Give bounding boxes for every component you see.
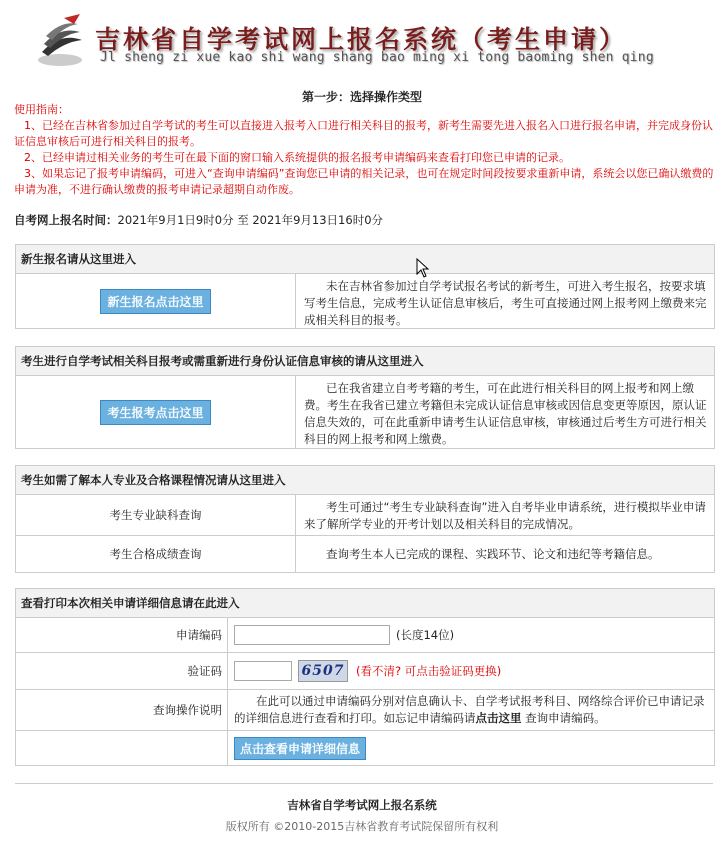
mouse-cursor-icon	[416, 258, 430, 278]
page-header	[0, 0, 724, 78]
info-query-section	[15, 465, 715, 573]
captcha-image[interactable]: 6507	[298, 660, 348, 682]
guide-item-3: 3、如果忘记了报考申请编码，可进入“查询申请编码”查询您已申请的相关记录，也可在规定时间段按要求重新申请，系统会以您已确认缴费的申请为准，不进行确认缴费的报考申请记录超期自动作废。	[14, 167, 714, 196]
passed-score-query-link[interactable]: 考生合格成绩查询	[109, 547, 202, 561]
footer-copyright: 版权所有 ©2010-2015吉林省教育考试院保留所有权利	[225, 820, 499, 833]
major-missing-query-row	[16, 495, 714, 536]
passed-score-query-description: 查询考生本人已完成的课程、实践环节、论文和违纪等考籍信息。	[326, 546, 660, 561]
captcha-input[interactable]	[234, 661, 292, 681]
new-registration-button[interactable]: 新生报名点击这里	[100, 289, 210, 314]
new-student-section	[15, 244, 715, 329]
registration-time-value: 2021年9月1日9时0分 至 2021年9月13日16时0分	[117, 213, 384, 227]
application-query-section-title: 查看打印本次相关申请详细信息请在此进入	[16, 589, 714, 618]
query-explain-label: 查询操作说明	[16, 690, 228, 730]
exam-apply-button[interactable]: 考生报考点击这里	[100, 400, 210, 425]
captcha-refresh-hint[interactable]: (看不清? 可点击验证码更换)	[356, 664, 502, 678]
logo-icon	[34, 12, 92, 70]
guide-item-2: 2、已经申请过相关业务的考生可在最下面的窗口输入系统提供的报名报考申请编码来查看打印您已申请的记录。	[24, 151, 570, 164]
usage-guide	[14, 102, 716, 198]
application-code-label: 申请编码	[16, 618, 228, 652]
exam-apply-description: 已在我省建立自考考籍的考生，可在此进行相关科目的网上报考和网上缴费。考生在我省已建立考籍但未完成认证信息审核或因信息变更等原因，原认证信息失效的，可在此重新申请考生认证信息审核，审核通过后考生方可进行相关科目的网上报考和网上缴费。	[304, 381, 707, 446]
footer-divider	[15, 783, 713, 784]
application-code-input[interactable]	[234, 625, 390, 645]
view-application-details-button[interactable]: 点击查看申请详细信息	[234, 737, 366, 760]
site-title: 吉林省自学考试网上报名系统（考生申请）	[95, 25, 628, 54]
guide-heading: 使用指南：	[14, 103, 69, 116]
application-code-hint: (长度14位)	[396, 628, 455, 642]
footer-site-name: 吉林省自学考试网上报名系统	[287, 798, 437, 812]
major-missing-query-description: 考生可通过“考生专业缺科查询”进入自考毕业申请系统，进行模拟毕业申请来了解所学专业的开考计划以及相关科目的完成情况。	[304, 500, 706, 531]
guide-item-1: 1、已经在吉林省参加过自学考试的考生可以直接进入报考入口进行相关科目的报考，新考生需要先进入报名入口进行报名申请，并完成身份认证信息审核后可进行相关科目的报考。	[14, 119, 713, 148]
new-student-description: 未在吉林省参加过自学考试报名考试的新考生，可进入考生报名，按要求填写考生信息，完成考生认证信息审核后，考生可直接通过网上报考网上缴费来完成相关科目的报考。	[304, 279, 707, 327]
site-title-pinyin: Jl sheng zi xue kao shi wang shang bao ming xi tong baoming shen qing	[100, 50, 654, 65]
step-title: 第一步：选择操作类型	[301, 90, 422, 104]
exam-apply-section	[15, 346, 715, 449]
registration-time-label: 自考网上报名时间：	[14, 213, 118, 227]
info-query-section-title: 考生如需了解本人专业及合格课程情况请从这里进入	[16, 466, 714, 495]
application-query-section	[15, 588, 715, 766]
registration-time	[14, 212, 383, 228]
major-missing-query-link[interactable]: 考生专业缺科查询	[109, 508, 202, 522]
captcha-label: 验证码	[16, 653, 228, 689]
exam-apply-section-title: 考生进行自学考试相关科目报考或需重新进行身份认证信息审核的请从这里进入	[16, 347, 714, 376]
new-student-section-title: 新生报名请从这里进入	[16, 245, 714, 274]
passed-score-query-row	[16, 536, 714, 572]
forgot-code-link[interactable]: 点击这里	[475, 711, 522, 725]
query-explain-text: 在此可以通过申请编码分别对信息确认卡、自学考试报考科目、网络综合评价已申请记录的详细信息进行查看和打印。如忘记申请编码请点击这里 查询申请编码。	[234, 694, 705, 725]
